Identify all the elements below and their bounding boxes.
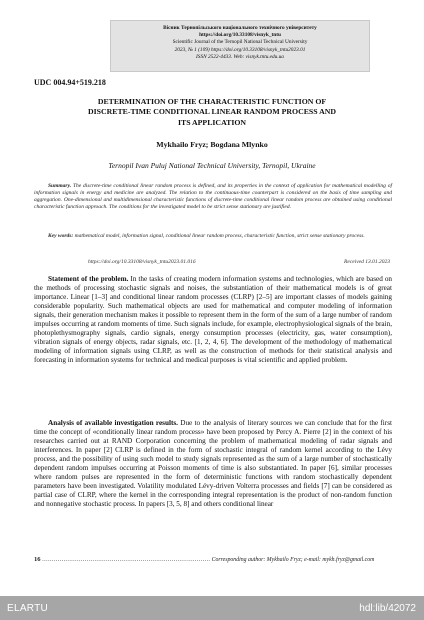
title-line: ITS APPLICATION (177, 117, 247, 127)
journal-doi-link[interactable]: https://doi.org/10.33108/visnyk_tntu (199, 32, 281, 39)
abstract-text: The discrete-time conditional linear random process is defined, and its properties in the context of application for mathematical modelling of information signals in energy and medicine are analyzed. The relation to the continuous-time counterpart is considered on the basis of time sampling and aggregation. One-dimensional and multidimensional characteristic functions of discrete-time conditional linear random process are obtained using conditional characteristic function approach. The conditions for the investigated model to be strict sense stationary are justified. (34, 183, 392, 211)
section-analysis (34, 419, 392, 509)
section-body: Due to the analysis of literary sources we can conclude that for the first time the concept of «conditionally linear random process» have been proposed by Percy A. Pierre [2] in the context of his researches carried out at RAND Corporation concerning the problem of mathematical modeling of radar signals and interferences. In paper [2] CLRP is defined in the form of stochastic integral of random kernel according to the Lévy process, and the possibility of using such model to study signals represented as the sum of a large number of stochastically dependent random impulses occurring at Poisson moments of time is also substantiated. In paper [6], similar processes where random pulses are represented in the form of deterministic functions with random stochastically dependent parameters have been investigated. Volatility modulated Lévy-driven Volterra processes and fields [7] can be considered as partial case of CLRP, where the kernel in the corresponding integral representation is the product of non-random function and nonnegative stochastic process. In papers [3, 5, 8] and others conditional linear (34, 419, 392, 509)
affiliation: Ternopil Ivan Puluj National Technical University, Ternopil, Ukraine (108, 161, 316, 170)
article-doi-link[interactable]: https://doi.org/10.33108/visnyk_tntu2023.01.016 (88, 259, 196, 265)
section-heading: Statement of the problem. (48, 275, 129, 283)
received-date: Received 13.01.2023 (344, 259, 390, 265)
page-number: 16 (34, 556, 41, 563)
title-line: DETERMINATION OF THE CHARACTERISTIC FUNCTION OF (97, 97, 327, 106)
abstract-label: Summary. (48, 183, 72, 189)
journal-title-en: Scientific Journal of the Ternopil National Technical University (172, 39, 308, 46)
abstract (34, 183, 392, 211)
corresponding-author-note: Corresponding author: Mykhailo Fryz; e-mail: mykh.fryz@gmail.com (211, 557, 375, 563)
page-footer (34, 556, 392, 563)
journal-header (110, 20, 370, 72)
issue-info: 2023, № 1 (109) https://doi.org/10.33108/visnyk_tntu2023.01 (174, 46, 306, 53)
section-statement-of-problem (34, 275, 392, 365)
footer-dots: …………………………………………………………………………… (42, 557, 211, 563)
udc-code: UDC 004.94+519.218 (34, 78, 106, 87)
journal-title-ua: Вісник Тернопільського національного технічного університету (163, 25, 317, 31)
authors: Mykhailo Fryz; Bogdana Mlynko (156, 140, 268, 149)
section-heading: Analysis of available investigation results. (48, 419, 178, 427)
keywords-label: Key words: (48, 233, 74, 239)
paper-title (44, 97, 380, 128)
issn-web: ISSN 2522-4433. Web: visnyk.tntu.edu.ua (196, 53, 284, 60)
keywords (34, 233, 392, 240)
section-body: In the tasks of creating modern information systems and technologies, which are based on the methods of processing stochastic signals and noises, the substantiation of their mathematical models is of great importance. Linear [1–3] and conditional linear random processes (CLRP) [2–5] are important classes of models gaining considerable popularity. Such mathematical objects are used for mathematical and computer modeling of information signals, their generation mechanism makes it possible to represent them in the form of the sum of a large number of random impulses occurring at random moments of time. Such signals include, for example, electrophysiological signals of the brain, photoplethysmography signals, cardio signals, energy consumption processes (electricity, gas, water consumption), vibration signals of energy objects, radar signals, etc. [1, 2, 4, 6]. The development of the methodology of mathematical modeling of information signals using CLRP, as well as the construction of methods for their statistical analysis and forecasting in information systems for technical and medical purposes is vital scientific and applied problem. (34, 275, 393, 365)
title-line: DISCRETE-TIME CONDITIONAL LINEAR RANDOM PROCESS AND (87, 107, 337, 117)
handle-identifier: hdl:lib/42072 (359, 603, 416, 614)
keywords-text: mathematical model, information signal, conditional linear random process, characteristic function, strict sense stationary process. (74, 233, 365, 239)
repository-name: ELARTU (7, 603, 49, 614)
